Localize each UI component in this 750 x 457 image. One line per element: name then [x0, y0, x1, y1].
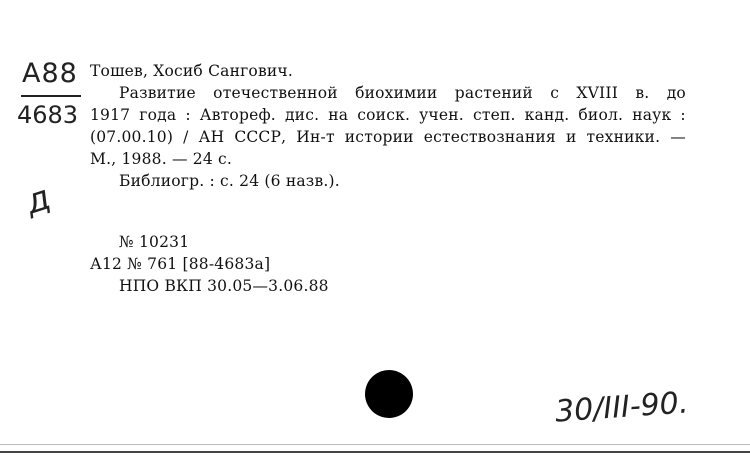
word: на: [328, 106, 349, 124]
word: техники.: [586, 128, 661, 146]
word: и: [565, 128, 577, 146]
handwritten-initial: д: [20, 177, 56, 223]
word: 1917: [90, 106, 131, 124]
registry-code: А12 № 761 [88-4683а]: [90, 255, 271, 273]
word: соиск.: [357, 106, 411, 124]
word: Развитие: [119, 84, 196, 102]
word: учен.: [419, 106, 464, 124]
bibliography-note: Библиогр. : с. 24 (6 назв.).: [119, 172, 340, 190]
word: Ин-т: [296, 128, 335, 146]
word: XVIII: [576, 84, 619, 102]
word: АН: [198, 128, 225, 146]
word: до: [666, 84, 686, 102]
card-bottom-edge-dark: [0, 451, 750, 453]
shelfmark-bottom: 4683: [17, 101, 79, 129]
word: :: [680, 106, 686, 124]
handwritten-date: 30/III-90.: [553, 385, 690, 430]
word: отечественной: [213, 84, 338, 102]
word: :: [185, 106, 191, 124]
title-line-1: [119, 84, 686, 102]
title-line-2: [90, 106, 686, 124]
word: дис.: [284, 106, 320, 124]
shelfmark-top: А88: [22, 58, 78, 89]
card-bottom-edge: [0, 444, 750, 445]
word: истории: [344, 128, 414, 146]
registry-number: № 10231: [119, 233, 190, 251]
printer-line: НПО ВКП 30.05—3.06.88: [119, 277, 329, 295]
word: канд.: [524, 106, 570, 124]
word: биохимии: [355, 84, 438, 102]
shelfmark-underline: [21, 95, 81, 97]
word: растений: [454, 84, 533, 102]
title-line-3: [90, 128, 686, 146]
word: года: [139, 106, 177, 124]
word: в.: [635, 84, 650, 102]
imprint: М., 1988. — 24 с.: [90, 150, 233, 168]
word: /: [183, 128, 189, 146]
word: —: [670, 128, 686, 146]
word: степ.: [472, 106, 516, 124]
word: Автореф.: [199, 106, 276, 124]
punch-hole: [365, 370, 413, 418]
word: наук: [632, 106, 672, 124]
word: биол.: [578, 106, 624, 124]
word: (07.00.10): [90, 128, 174, 146]
word: с: [550, 84, 560, 102]
word: естествознания: [423, 128, 556, 146]
word: СССР,: [234, 128, 287, 146]
author: Тошев, Хосиб Сангович.: [90, 62, 293, 80]
